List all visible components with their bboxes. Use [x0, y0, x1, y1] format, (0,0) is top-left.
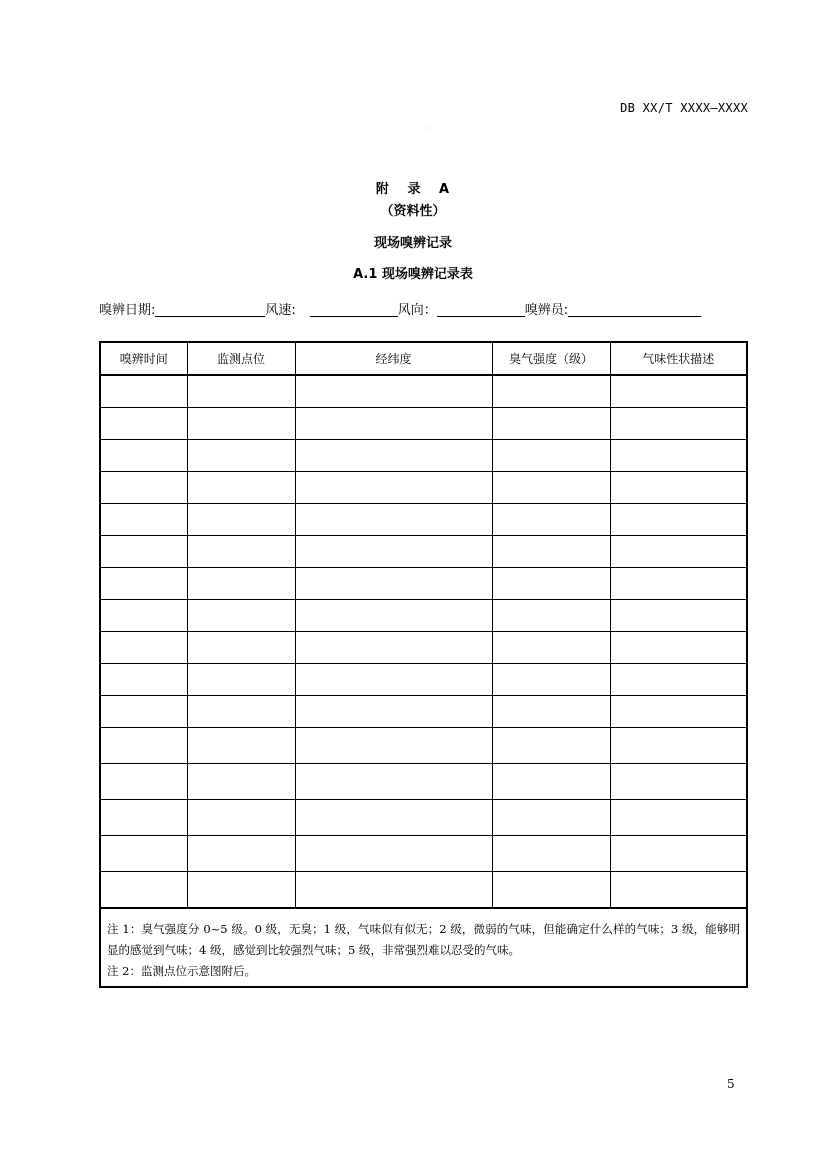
- table-row: [100, 408, 747, 440]
- table-row: [100, 696, 747, 728]
- table-cell[interactable]: [295, 836, 492, 872]
- table-row: [100, 375, 747, 408]
- table-cell[interactable]: [610, 600, 747, 632]
- table-row: [100, 764, 747, 800]
- form-fields: [99, 299, 747, 318]
- table-cell[interactable]: [187, 504, 295, 536]
- table-cell[interactable]: [187, 536, 295, 568]
- date-field[interactable]: [155, 302, 265, 317]
- table-cell[interactable]: [187, 764, 295, 800]
- column-header: 嗅辨时间: [100, 342, 187, 375]
- table-cell[interactable]: [295, 504, 492, 536]
- table-cell[interactable]: [492, 504, 610, 536]
- table-cell[interactable]: [492, 872, 610, 909]
- table-cell[interactable]: [100, 568, 187, 600]
- table-row: [100, 664, 747, 696]
- page-number: 5: [727, 1077, 735, 1091]
- table-cell[interactable]: [295, 536, 492, 568]
- table-row: [100, 536, 747, 568]
- table-row: [100, 600, 747, 632]
- table-cell[interactable]: [295, 728, 492, 764]
- wind-speed-label: 风速:: [265, 303, 296, 318]
- table-row: [100, 504, 747, 536]
- wind-direction-field[interactable]: [437, 302, 525, 317]
- table-title: A.1 现场嗅辨记录表: [353, 267, 473, 282]
- table-cell[interactable]: [492, 600, 610, 632]
- table-row: [100, 836, 747, 872]
- table-cell[interactable]: [492, 764, 610, 800]
- table-cell[interactable]: [610, 836, 747, 872]
- table-cell[interactable]: [100, 536, 187, 568]
- table-cell[interactable]: [610, 568, 747, 600]
- appendix-label-part: 录: [407, 182, 422, 197]
- table-cell[interactable]: [492, 836, 610, 872]
- table-cell[interactable]: [187, 872, 295, 909]
- table-cell[interactable]: [492, 375, 610, 408]
- table-cell[interactable]: [187, 728, 295, 764]
- table-row: [100, 800, 747, 836]
- table-cell[interactable]: [610, 536, 747, 568]
- table-cell[interactable]: [610, 764, 747, 800]
- table-cell[interactable]: [187, 408, 295, 440]
- table-row: [100, 568, 747, 600]
- inspector-field[interactable]: [568, 302, 701, 317]
- table-cell[interactable]: [492, 408, 610, 440]
- table-cell[interactable]: [187, 440, 295, 472]
- wind-speed-field[interactable]: [310, 302, 398, 317]
- table-cell[interactable]: [187, 696, 295, 728]
- table-row: [100, 472, 747, 504]
- table-cell[interactable]: [295, 632, 492, 664]
- table-cell[interactable]: [492, 664, 610, 696]
- table-cell[interactable]: [610, 408, 747, 440]
- table-cell[interactable]: [492, 632, 610, 664]
- table-cell[interactable]: [295, 375, 492, 408]
- table-row: [100, 440, 747, 472]
- wind-direction-label: 风向：: [397, 303, 437, 318]
- inspector-label: 嗅辨员:: [524, 303, 569, 318]
- appendix-label-part: A: [439, 182, 451, 197]
- table-row: [100, 728, 747, 764]
- table-cell[interactable]: [100, 375, 187, 408]
- document-code: DB XX/T XXXX—XXXX: [620, 101, 748, 115]
- table-cell[interactable]: [492, 728, 610, 764]
- table-cell[interactable]: [100, 504, 187, 536]
- table-cell[interactable]: [100, 408, 187, 440]
- table-cell[interactable]: [295, 764, 492, 800]
- table-cell[interactable]: [492, 472, 610, 504]
- table-cell[interactable]: [295, 440, 492, 472]
- table-cell[interactable]: [295, 872, 492, 909]
- table-cell[interactable]: [100, 728, 187, 764]
- table-cell[interactable]: [610, 664, 747, 696]
- appendix-label-part: 附: [375, 182, 390, 197]
- table-cell[interactable]: [295, 568, 492, 600]
- table-cell[interactable]: [295, 664, 492, 696]
- table-cell[interactable]: [187, 632, 295, 664]
- column-header: 监测点位: [187, 342, 295, 375]
- table-cell[interactable]: [610, 800, 747, 836]
- appendix-nature: （资料性）: [380, 204, 446, 219]
- table-cell[interactable]: [610, 504, 747, 536]
- table-cell[interactable]: [610, 375, 747, 408]
- column-header: 气味性状描述: [610, 342, 747, 375]
- table-cell[interactable]: [610, 440, 747, 472]
- table-cell[interactable]: [100, 600, 187, 632]
- table-cell[interactable]: [100, 800, 187, 836]
- table-cell[interactable]: [295, 696, 492, 728]
- appendix-title: 现场嗅辨记录: [373, 236, 452, 251]
- table-row: [100, 872, 747, 909]
- column-header: 经纬度: [295, 342, 492, 375]
- table-cell[interactable]: [187, 836, 295, 872]
- notes-row: [100, 908, 747, 987]
- table-cell[interactable]: [187, 664, 295, 696]
- table-cell[interactable]: [100, 440, 187, 472]
- table-cell[interactable]: [100, 696, 187, 728]
- table-cell[interactable]: [187, 472, 295, 504]
- table-cell[interactable]: [100, 872, 187, 909]
- odor-record-table: [99, 341, 748, 988]
- table-cell[interactable]: [295, 600, 492, 632]
- table-cell[interactable]: [100, 664, 187, 696]
- table-cell[interactable]: [187, 375, 295, 408]
- table-cell[interactable]: [295, 472, 492, 504]
- table-cell[interactable]: [187, 800, 295, 836]
- table-cell[interactable]: [492, 536, 610, 568]
- table-cell[interactable]: [492, 568, 610, 600]
- decorative-dots: · ·: [423, 124, 431, 133]
- table-cell[interactable]: [187, 568, 295, 600]
- table-cell[interactable]: [492, 696, 610, 728]
- note-2: 注 2：监测点位示意图附后。: [107, 964, 256, 978]
- table-cell[interactable]: [100, 764, 187, 800]
- table-cell[interactable]: [295, 800, 492, 836]
- column-header: 臭气强度（级）: [492, 342, 610, 375]
- table-notes: [100, 908, 747, 987]
- table-cell[interactable]: [492, 800, 610, 836]
- date-label: 嗅辨日期:: [99, 303, 156, 318]
- table-cell[interactable]: [100, 632, 187, 664]
- table-header-row: [100, 342, 747, 375]
- table-cell[interactable]: [295, 408, 492, 440]
- note-1: 注 1：臭气强度分 0~5 级。0 级，无臭；1 级，气味似有似无；2 级，微弱的气味，但能确定什么样的气味；3 级，能够明显的感觉到气味；4 级，感觉到比较强烈气味；5 级，非常强烈难以忍受的气味。: [107, 922, 740, 957]
- table-row: [100, 632, 747, 664]
- appendix-label: [0, 178, 826, 197]
- table-cell[interactable]: [610, 632, 747, 664]
- table-cell[interactable]: [100, 472, 187, 504]
- table-cell[interactable]: [610, 872, 747, 909]
- table-cell[interactable]: [610, 472, 747, 504]
- table-cell[interactable]: [187, 600, 295, 632]
- table-cell[interactable]: [610, 728, 747, 764]
- table-cell[interactable]: [100, 836, 187, 872]
- table-cell[interactable]: [492, 440, 610, 472]
- table-cell[interactable]: [610, 696, 747, 728]
